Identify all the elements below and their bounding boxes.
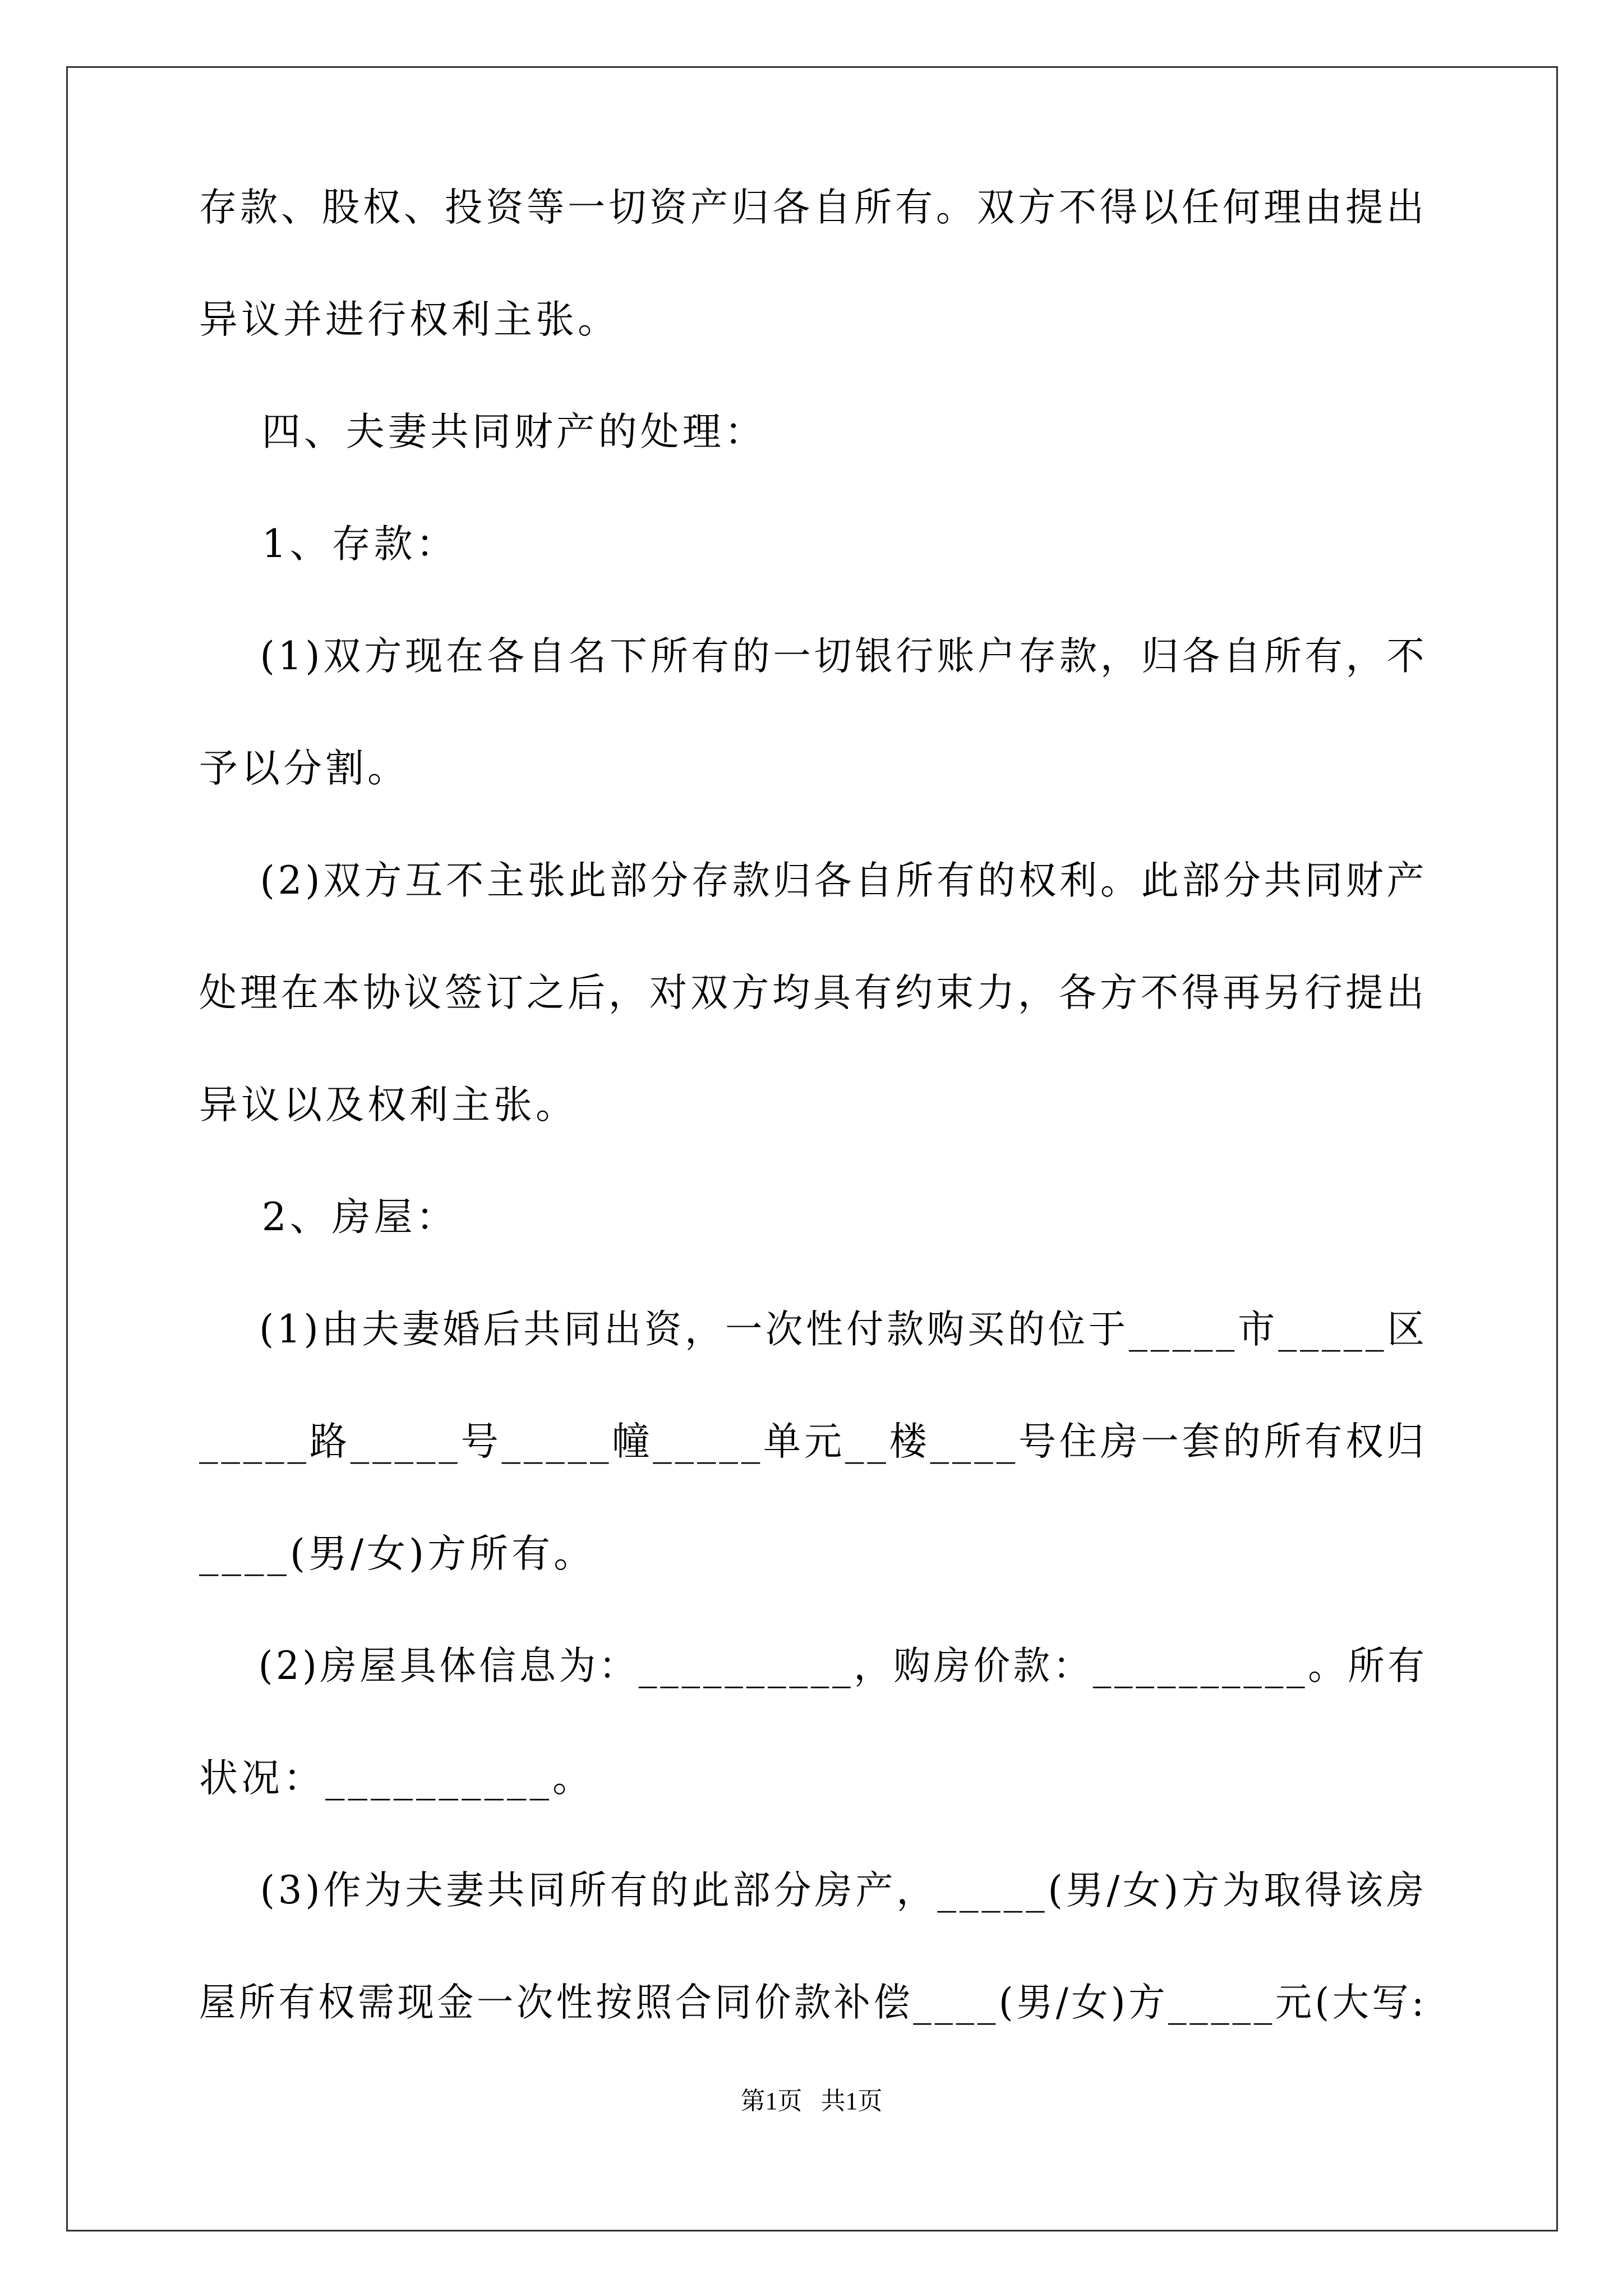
- page-footer: 第1页 共1页: [740, 2087, 883, 2115]
- subsection-heading: 2、房屋：: [199, 1195, 458, 1240]
- text-line: 异议以及权利主张。: [199, 1083, 578, 1128]
- text-line: (2)房屋具体信息为：__________，购房价款：__________。所有: [199, 1644, 1428, 1688]
- text-line: (1)双方现在各自名下所有的一切银行账户存款，归各自所有，不: [199, 634, 1428, 679]
- section-heading: 四、夫妻共同财产的处理：: [199, 409, 767, 454]
- text-line: (1)由夫妻婚后共同出资，一次性付款购买的位于_____市_____区: [199, 1307, 1428, 1352]
- text-line: (2)双方互不主张此部分存款归各自所有的权利。此部分共同财产: [199, 858, 1428, 903]
- text-line: 处理在本协议签订之后，对双方均具有约束力，各方不得再另行提出: [199, 970, 1427, 1015]
- text-line: 异议并进行权利主张。: [199, 297, 620, 342]
- text-line: (3)作为夫妻共同所有的此部分房产，_____(男/女)方为取得该房: [199, 1868, 1428, 1913]
- text-line: 状况：__________。: [199, 1756, 594, 1801]
- text-line: 屋所有权需现金一次性按照合同价款补偿____(男/女)方_____元(大写:: [199, 1980, 1427, 2025]
- text-line: 存款、股权、投资等一切资产归各自所有。双方不得以任何理由提出: [199, 185, 1427, 230]
- text-line: 予以分割。: [199, 746, 409, 791]
- text-line: _____路_____号_____幢_____单元__楼____号住房一套的所有权归: [199, 1419, 1427, 1464]
- text-line: ____(男/女)方所有。: [199, 1531, 596, 1576]
- subsection-heading: 1、存款：: [199, 522, 458, 567]
